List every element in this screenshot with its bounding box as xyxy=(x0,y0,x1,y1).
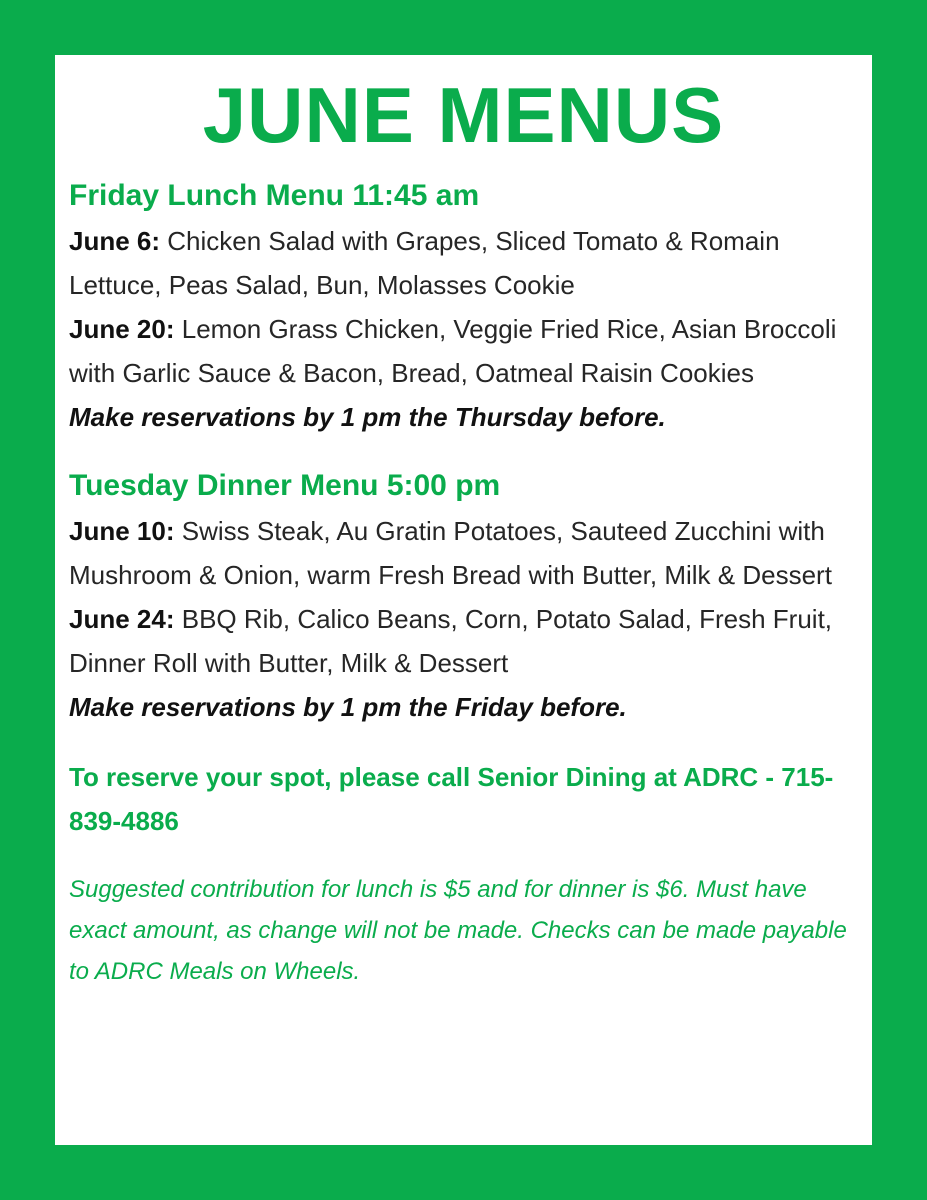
menu-flyer xyxy=(55,55,872,1145)
entry-menu: Lemon Grass Chicken, Veggie Fried Rice, Asian Broccoli with Garlic Sauce & Bacon, Bread, Oatmeal Raisin Cookies xyxy=(69,314,837,388)
dinner-entry-june-10 xyxy=(69,509,858,597)
dinner-heading: Tuesday Dinner Menu 5:00 pm xyxy=(69,469,501,502)
entry-menu: Chicken Salad with Grapes, Sliced Tomato & Romain Lettuce, Peas Salad, Bun, Molasses Cookie xyxy=(69,226,780,300)
section-spacer xyxy=(69,843,858,869)
entry-date: June 24: xyxy=(69,604,175,634)
entry-date: June 10: xyxy=(69,516,175,546)
entry-menu: BBQ Rib, Calico Beans, Corn, Potato Salad, Fresh Fruit, Dinner Roll with Butter, Milk & Dessert xyxy=(69,604,833,678)
section-spacer xyxy=(69,439,858,465)
dinner-reservation-note: Make reservations by 1 pm the Friday before. xyxy=(69,692,627,722)
lunch-heading: Friday Lunch Menu 11:45 am xyxy=(69,179,480,212)
page-title: JUNE MENUS xyxy=(202,71,725,159)
section-spacer xyxy=(69,729,858,755)
menu-content xyxy=(69,175,858,992)
entry-date: June 6: xyxy=(69,226,161,256)
lunch-entry-june-6 xyxy=(69,219,858,307)
dinner-section xyxy=(69,465,858,729)
contribution-note: Suggested contribution for lunch is $5 and for dinner is $6. Must have exact amount, as change will not be made. Checks can be made payable to ADRC Meals on Wheels. xyxy=(69,876,847,985)
lunch-reservation-note: Make reservations by 1 pm the Thursday before. xyxy=(69,402,666,432)
contact-info: To reserve your spot, please call Senior Dining at ADRC - 715-839-4886 xyxy=(69,762,834,836)
lunch-entry-june-20 xyxy=(69,307,858,395)
entry-menu: Swiss Steak, Au Gratin Potatoes, Sauteed Zucchini with Mushroom & Onion, warm Fresh Bread with Butter, Milk & Dessert xyxy=(69,516,832,590)
dinner-entry-june-24 xyxy=(69,597,858,685)
lunch-section xyxy=(69,175,858,439)
entry-date: June 20: xyxy=(69,314,175,344)
